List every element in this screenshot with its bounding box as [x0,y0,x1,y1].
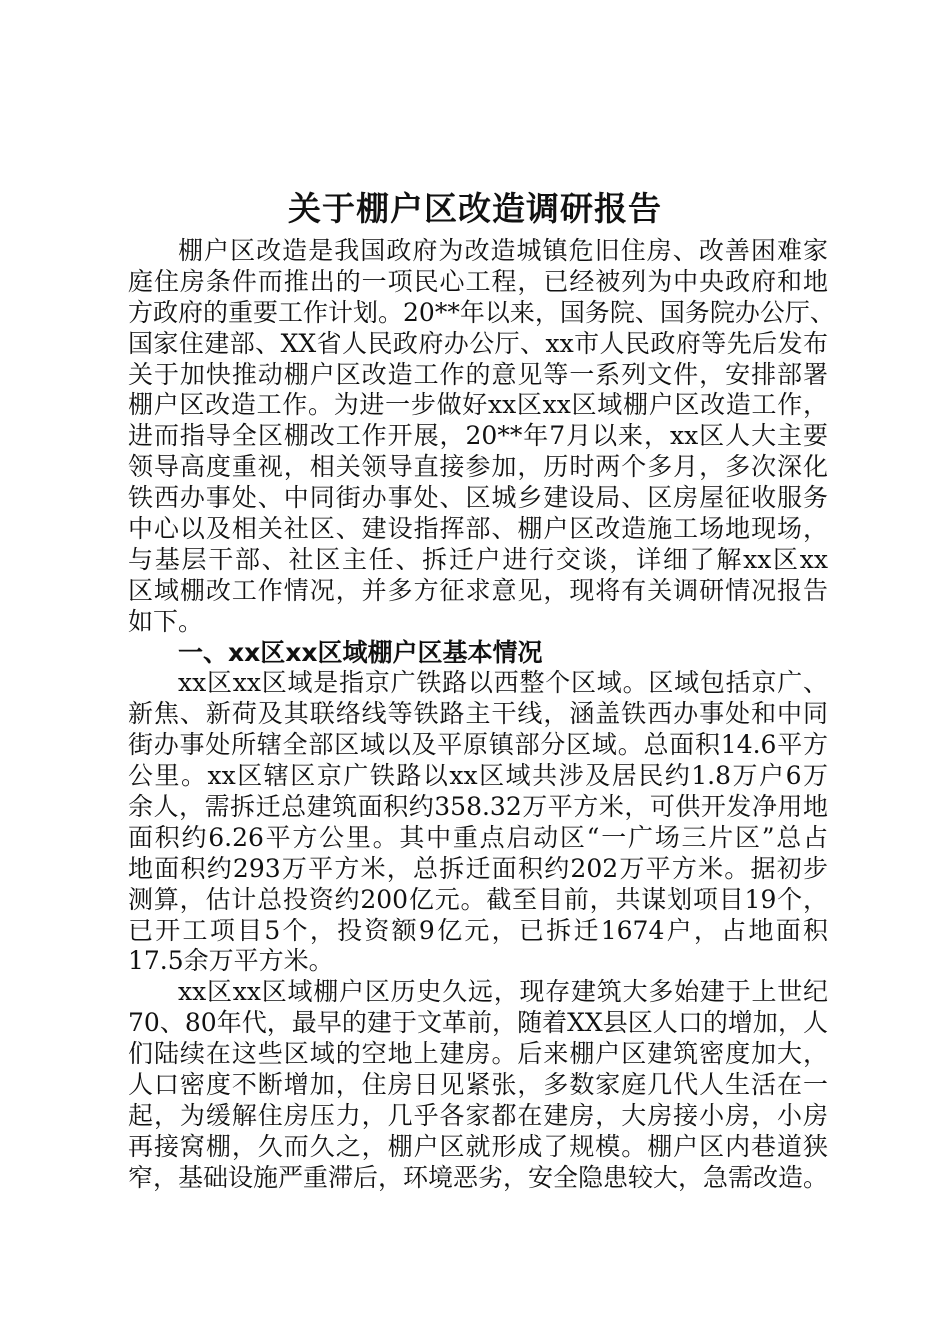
section-heading-text: 一、xx区xx区域棚户区基本情况 [178,637,543,667]
section-heading [128,638,828,669]
paragraph-basic-info [128,668,828,977]
text-line: 公里。xx区辖区京广铁路以xx区域共涉及居民约1.8万户6万 [128,761,829,791]
text-line: 领导高度重视，相关领导直接参加，历时两个多月，多次深化 [128,452,828,482]
text-line: xx区xx区域是指京广铁路以西整个区域。区域包括京广、 [178,668,828,698]
text-line: 地面积约293万平方米，总拆迁面积约202万平方米。据初步 [128,853,828,883]
text-line: 街办事处所辖全部区域以及平原镇部分区域。总面积14.6平方 [128,730,828,760]
text-line: 方政府的重要工作计划。20**年以来，国务院、国务院办公厅、 [128,297,835,327]
text-line: 如下。 [128,606,204,636]
text-line: 人口密度不断增加，住房日见紧张，多数家庭几代人生活在一 [128,1070,828,1100]
text-line: 进而指导全区棚改工作开展，20**年7月以来，xx区人大主要 [128,421,828,451]
text-line: 庭住房条件而推出的一项民心工程，已经被列为中央政府和地 [128,266,828,296]
text-line: 中心以及相关社区、建设指挥部、棚户区改造施工场地现场， [128,514,828,544]
text-line: 70、80年代，最早的建于文革前，随着XX县区人口的增加，人 [128,1008,828,1038]
paragraph-intro [128,236,835,638]
text-line: 起，为缓解住房压力，几乎各家都在建房，大房接小房，小房 [128,1100,828,1130]
text-line: 棚户区改造是我国政府为改造城镇危旧住房、改善困难家 [178,236,828,265]
text-line: 棚户区改造工作。为进一步做好xx区xx区域棚户区改造工作， [128,390,828,420]
text-line: xx区xx区域棚户区历史久远，现存建筑大多始建于上世纪 [178,977,828,1007]
text-line: 已开工项目5个，投资额9亿元，已拆迁1674户，占地面积 [128,915,828,945]
text-line: 区域棚改工作情况，并多方征求意见，现将有关调研情况报告 [128,575,828,605]
text-line: 与基层干部、社区主任、拆迁户进行交谈，详细了解xx区xx [128,544,828,574]
text-line: 们陆续在这些区域的空地上建房。后来棚户区建筑密度加大， [128,1039,828,1069]
paragraph-history [128,977,828,1193]
text-line: 17.5余万平方米。 [128,946,334,976]
text-line: 窄，基础设施严重滞后，环境恶劣，安全隐患较大，急需改造。 [128,1162,829,1192]
text-line: 再接窝棚，久而久之，棚户区就形成了规模。棚户区内巷道狭 [128,1131,828,1161]
text-line: 测算，估计总投资约200亿元。截至目前，共谋划项目19个， [128,884,828,914]
text-line: 关于加快推动棚户区改造工作的意见等一系列文件，安排部署 [128,359,828,389]
text-line: 国家住建部、XX省人民政府办公厅、xx市人民政府等先后发布 [128,328,828,358]
text-line: 铁西办事处、中同街办事处、区城乡建设局、区房屋征收服务 [128,483,828,513]
text-line: 新焦、新荷及其联络线等铁路主干线，涵盖铁西办事处和中同 [128,699,828,729]
text-line: 面积约6.26平方公里。其中重点启动区“一广场三片区”总占 [128,822,828,852]
document-body [128,236,835,1194]
text-line: 余人，需拆迁总建筑面积约358.32万平方米，可供开发净用地 [128,792,828,822]
document-title: 关于棚户区改造调研报告 [288,189,662,228]
